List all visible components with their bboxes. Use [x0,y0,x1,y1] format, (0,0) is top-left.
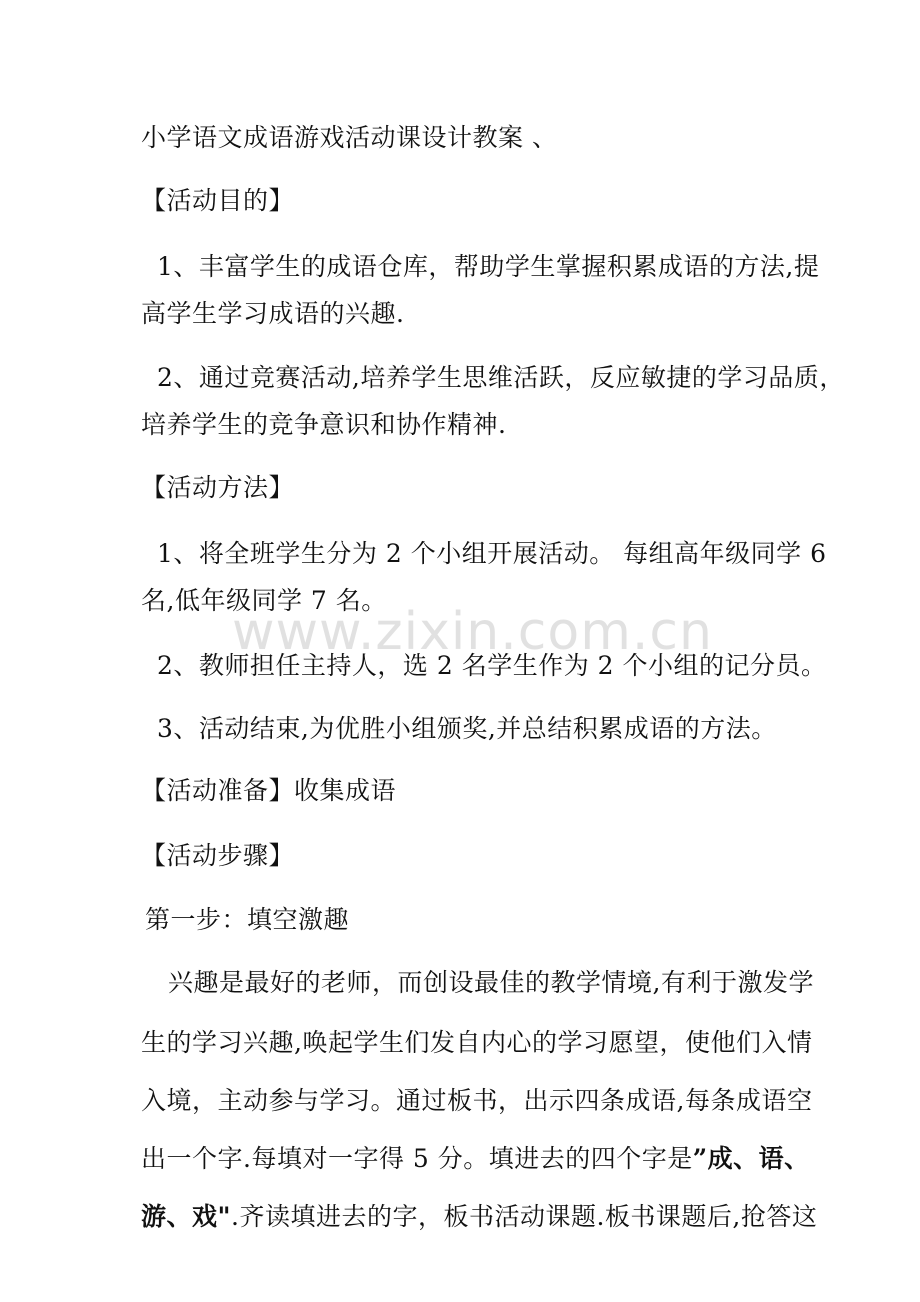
document-title: 小学语文成语游戏活动课设计教案 、 [141,123,558,152]
purpose-item-2-line-1: 2、通过竞赛活动,培养学生思维活跃，反应敏捷的学习品质， [157,363,845,392]
purpose-item-1-line-2: 高学生学习成语的兴趣. [141,299,405,328]
step-1-line-4-bold: ”成、语、 [692,1144,810,1173]
step-1-paragraph-line-1: 兴趣是最好的老师，而创设最佳的教学情境,有利于激发学 [168,968,814,997]
step-1-line-5-bold: 游、戏" [141,1202,232,1231]
steps-heading: 【活动步骤】 [141,841,295,870]
method-item-2: 2、教师担任主持人，选 2 名学生作为 2 个小组的记分员。 [157,651,827,680]
purpose-heading: 【活动目的】 [141,186,295,215]
step-1-line-5-text: .齐读填进去的字，板书活动课题.板书课题后,抢答这 [231,1202,818,1231]
preparation-heading: 【活动准备】收集成语 [141,776,397,805]
step-1-line-4-text: 出一个字.每填对一字得 5 分。填进去的四个字是 [141,1144,693,1173]
method-item-1-line-1: 1、将全班学生分为 2 个小组开展活动。 每组高年级同学 6 [157,539,827,568]
step-1-heading: 第一步：填空激趣 [145,905,350,934]
step-1-paragraph-line-3: 入境，主动参与学习。通过板书，出示四条成语,每条成语空 [141,1086,813,1115]
watermark: www.zixin.com.cn [232,602,713,662]
method-item-3: 3、活动结束,为优胜小组颁奖,并总结积累成语的方法。 [157,714,777,743]
method-heading: 【活动方法】 [141,473,295,502]
method-item-1-line-2: 名,低年级同学 7 名。 [141,586,387,615]
purpose-item-2-line-2: 培养学生的竞争意识和协作精神. [141,410,507,439]
step-1-paragraph-line-4 [141,1143,810,1175]
step-1-paragraph-line-2: 生的学习兴趣,唤起学生们发自内心的学习愿望，使他们入情 [141,1028,813,1057]
purpose-item-1-line-1: 1、丰富学生的成语仓库，帮助学生掌握积累成语的方法,提 [157,252,820,281]
step-1-paragraph-line-5 [141,1201,817,1233]
